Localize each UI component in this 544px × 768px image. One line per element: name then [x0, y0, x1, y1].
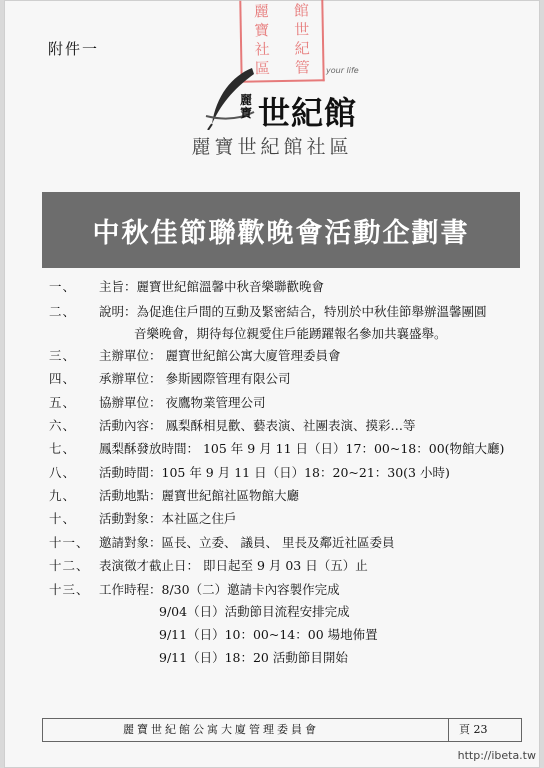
item-number: 二、 [49, 304, 77, 319]
schedule-entry: 9/04（日）活動節目流程安排完成 [159, 604, 350, 619]
footer-divider [448, 719, 449, 741]
attachment-label: 附件一 [48, 40, 100, 58]
footer-organization: 麗寶世紀館公寓大廈管理委員會 [123, 723, 319, 736]
item-number: 十三、 [49, 582, 90, 597]
stamp-char: 區 [254, 59, 271, 78]
item-text: 工作時程：8/30（二）邀請卡內容製作完成 [99, 582, 340, 597]
document-title: 中秋佳節聯歡晚會活動企劃書 [42, 192, 520, 268]
item-number: 三、 [49, 348, 77, 363]
stamp-char: 紀 [294, 39, 310, 58]
item-text: 活動內容： 鳳梨酥相見歡、藝表演、社團表演、摸彩…等 [99, 418, 416, 433]
stamp-char: 寶 [254, 21, 270, 40]
item-text: 主旨：麗寶世紀館溫馨中秋音樂聯歡晚會 [99, 279, 325, 294]
site-watermark: http://ibeta.tw [457, 749, 536, 762]
page-footer [42, 718, 522, 742]
item-text: 說明：為促進住戶間的互動及緊密結合，特別於中秋佳節舉辦溫馨團圓 [99, 304, 487, 319]
stamp-char: 館 [293, 1, 310, 20]
item-number: 一、 [49, 279, 77, 294]
brand-logo [202, 66, 382, 136]
item-number: 六、 [49, 418, 77, 433]
item-text: 活動對象：本社區之住戶 [99, 511, 237, 526]
schedule-entry: 9/11（日）18：20 活動節目開始 [159, 650, 348, 665]
document-page [4, 0, 540, 768]
item-text: 鳳梨酥發放時間： 105 年 9 月 11 日（日）17：00~18：00(物館大廳) [99, 441, 505, 456]
item-number: 七、 [49, 441, 77, 456]
community-name: 麗寶世紀館社區 [191, 136, 353, 158]
stamp-char: 管 [294, 58, 311, 77]
page-number: 頁 23 [459, 723, 488, 736]
item-number: 十一、 [49, 535, 90, 550]
item-number: 五、 [49, 395, 77, 410]
schedule-entry: 9/11（日）10：00~14：00 場地佈置 [159, 627, 378, 642]
item-number: 四、 [49, 371, 77, 386]
item-number: 十、 [49, 511, 77, 526]
item-number: 八、 [49, 465, 77, 480]
item-text-continued: 音樂晚會，期待每位親愛住戶能踴躍報名參加共襄盛舉。 [134, 326, 447, 341]
item-text: 主辦單位： 麗寶世紀館公寓大廈管理委員會 [99, 348, 341, 363]
logo-brand-big: 世紀館 [258, 94, 358, 132]
item-text: 邀請對象：區長、立委、 議員、 里長及鄰近社區委員 [99, 535, 395, 550]
item-number: 九、 [49, 488, 77, 503]
item-text: 承辦單位： 參斯國際管理有限公司 [99, 371, 291, 386]
item-text: 活動時間：105 年 9 月 11 日（日）18：20~21：30(3 小時) [99, 465, 450, 480]
item-text: 表演徵才截止日： 即日起至 9 月 03 日（五）止 [99, 558, 368, 573]
item-number: 十二、 [49, 558, 90, 573]
stamp-char: 麗 [253, 2, 270, 21]
logo-brand-small: 麗寶 [240, 93, 253, 120]
stamp-char: 世 [294, 20, 310, 39]
stamp-char: 社 [254, 40, 270, 59]
logo-tagline: your life [326, 66, 359, 75]
item-text: 活動地點：麗寶世紀館社區物館大廳 [99, 488, 300, 503]
item-text: 協辦單位： 夜鷹物業管理公司 [99, 395, 266, 410]
